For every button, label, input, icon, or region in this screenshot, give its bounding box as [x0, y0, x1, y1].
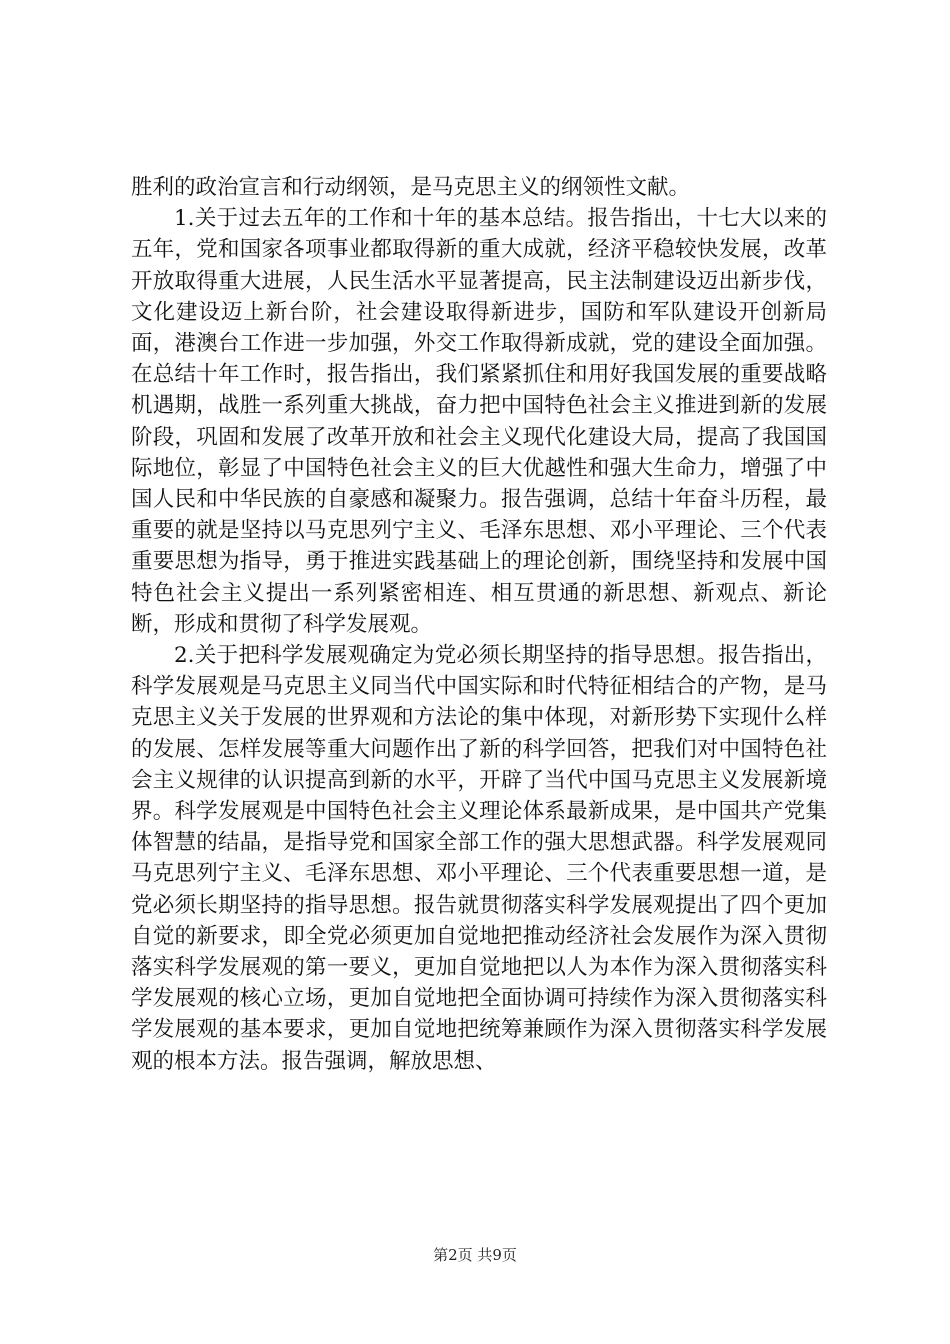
document-body: [131, 172, 827, 1077]
paragraph-continuation: 胜利的政治宣言和行动纲领，是马克思主义的纲领性文献。: [131, 175, 691, 200]
paragraph-section-2: 2.关于把科学发展观确定为党必须长期坚持的指导思想。报告指出，科学发展观是马克思主义同当代中国实际和时代特征相结合的产物，是马克思主义关于发展的世界观和方法论的集中体现，对新形势下实现什么样的发展、怎样发展等重大问题作出了新的科学回答，把我们对中国特色社会主义规律的认识提高到新的水平，开辟了当代中国马克思主义发展新境界。科学发展观是中国特色社会主义理论体系最新成果，是中国共产党集体智慧的结晶，是指导党和国家全部工作的强大思想武器。科学发展观同马克思列宁主义、毛泽东思想、邓小平理论、三个代表重要思想一道，是党必须长期坚持的指导思想。报告就贯彻落实科学发展观提出了四个更加自觉的新要求，即全党必须更加自觉地把推动经济社会发展作为深入贯彻落实科学发展观的第一要义，更加自觉地把以人为本作为深入贯彻落实科学发展观的核心立场，更加自觉地把全面协调可持续作为深入贯彻落实科学发展观的基本要求，更加自觉地把统筹兼顾作为深入贯彻落实科学发展观的根本方法。报告强调，解放思想、: [131, 643, 827, 1074]
paragraph-section-1: 1.关于过去五年的工作和十年的基本总结。报告指出，十七大以来的五年，党和国家各项事业都取得新的重大成就，经济平稳较快发展，改革开放取得重大进展，人民生活水平显著提高，民主法制建设迈出新步伐，文化建设迈上新台阶，社会建设取得新进步，国防和军队建设开创新局面，港澳台工作进一步加强，外交工作取得新成就，党的建设全面加强。在总结十年工作时，报告指出，我们紧紧抓住和用好我国发展的重要战略机遇期，战胜一系列重大挑战，奋力把中国特色社会主义推进到新的发展阶段，巩固和发展了改革开放和社会主义现代化建设大局，提高了我国国际地位，彰显了中国特色社会主义的巨大优越性和强大生命力，增强了中国人民和中华民族的自豪感和凝聚力。报告强调，总结十年奋斗历程，最重要的就是坚持以马克思列宁主义、毛泽东思想、邓小平理论、三个代表重要思想为指导，勇于推进实践基础上的理论创新，围绕坚持和发展中国特色社会主义提出一系列紧密相连、相互贯通的新思想、新观点、新论断，形成和贯彻了科学发展观。: [131, 206, 827, 637]
page-footer: 第2页 共9页: [433, 1246, 517, 1264]
